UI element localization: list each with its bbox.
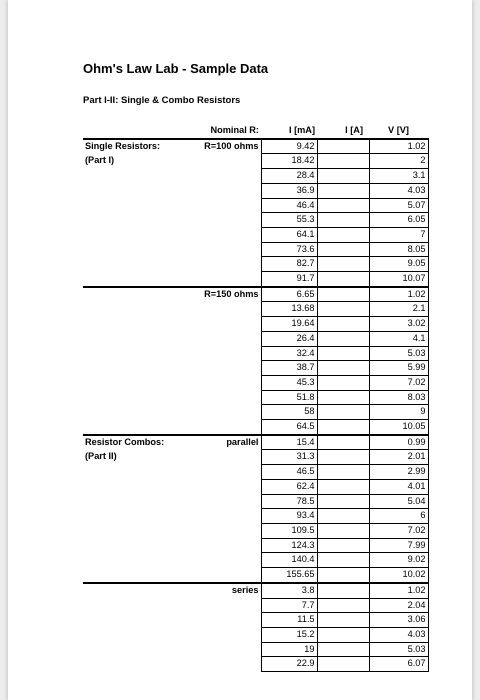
voltage-cell: 4.03	[369, 183, 428, 198]
current-a-cell	[317, 553, 369, 568]
nominal-cell	[181, 494, 261, 509]
current-a-cell	[317, 227, 369, 242]
current-ma-cell: 73.6	[261, 242, 317, 257]
current-ma-cell: 155.65	[261, 568, 317, 583]
current-ma-cell: 109.5	[261, 523, 317, 538]
table-row	[83, 317, 428, 332]
nominal-cell	[181, 538, 261, 553]
voltage-cell: 8.03	[369, 390, 428, 405]
data-table-body	[83, 124, 428, 672]
nominal-cell	[181, 598, 261, 613]
nominal-cell	[181, 479, 261, 494]
table-row	[83, 154, 428, 169]
voltage-cell: 5.04	[369, 494, 428, 509]
label-cell	[83, 390, 181, 405]
current-ma-cell: 124.3	[261, 538, 317, 553]
table-row	[83, 627, 428, 642]
current-a-cell	[317, 465, 369, 480]
current-ma-cell: 58	[261, 405, 317, 420]
nominal-cell	[181, 642, 261, 657]
table-row	[83, 198, 428, 213]
current-a-cell	[317, 346, 369, 361]
voltage-cell: 3.06	[369, 613, 428, 628]
nominal-cell	[181, 553, 261, 568]
current-ma-cell: 15.4	[261, 435, 317, 450]
nominal-cell	[181, 405, 261, 420]
label-cell	[83, 568, 181, 583]
nominal-resistance: parallel	[181, 435, 261, 450]
voltage-cell: 10.02	[369, 568, 428, 583]
nominal-cell	[181, 346, 261, 361]
nominal-cell	[181, 227, 261, 242]
current-ma-cell: 64.5	[261, 420, 317, 435]
table-row	[83, 613, 428, 628]
table-row	[83, 287, 428, 302]
data-table	[83, 124, 429, 672]
label-cell	[83, 242, 181, 257]
nominal-cell	[181, 420, 261, 435]
nominal-cell	[181, 198, 261, 213]
current-ma-cell: 82.7	[261, 257, 317, 272]
table-row	[83, 538, 428, 553]
table-row	[83, 657, 428, 672]
label-cell	[83, 361, 181, 376]
nominal-cell	[181, 169, 261, 184]
label-cell	[83, 657, 181, 672]
current-ma-cell: 64.1	[261, 227, 317, 242]
voltage-cell: 1.02	[369, 287, 428, 302]
voltage-cell: 5.07	[369, 198, 428, 213]
table-row	[83, 257, 428, 272]
nominal-cell	[181, 509, 261, 524]
label-cell	[83, 420, 181, 435]
label-cell	[83, 583, 181, 598]
table-row	[83, 523, 428, 538]
nominal-cell	[181, 375, 261, 390]
section-label: Single Resistors:	[83, 139, 181, 154]
voltage-cell: 4.03	[369, 627, 428, 642]
current-ma-cell: 46.4	[261, 198, 317, 213]
current-ma-cell: 13.68	[261, 302, 317, 317]
current-ma-cell: 45.3	[261, 375, 317, 390]
nominal-cell	[181, 568, 261, 583]
current-a-cell	[317, 523, 369, 538]
current-ma-cell: 7.7	[261, 598, 317, 613]
nominal-cell	[181, 657, 261, 672]
current-a-cell	[317, 169, 369, 184]
label-cell	[83, 642, 181, 657]
label-cell	[83, 287, 181, 302]
nominal-cell	[181, 154, 261, 169]
current-a-cell	[317, 405, 369, 420]
current-ma-cell: 15.2	[261, 627, 317, 642]
nominal-cell	[181, 213, 261, 228]
nominal-cell	[181, 450, 261, 465]
current-a-cell	[317, 390, 369, 405]
label-cell	[83, 272, 181, 287]
current-a-cell	[317, 435, 369, 450]
table-row	[83, 405, 428, 420]
current-a-cell	[317, 450, 369, 465]
nominal-resistance: R=150 ohms	[181, 287, 261, 302]
current-ma-cell: 32.4	[261, 346, 317, 361]
current-a-cell	[317, 331, 369, 346]
voltage-cell: 4.01	[369, 479, 428, 494]
nominal-cell	[181, 523, 261, 538]
nominal-cell	[181, 361, 261, 376]
table-row	[83, 390, 428, 405]
voltage-cell: 9.05	[369, 257, 428, 272]
nominal-resistance: R=100 ohms	[181, 139, 261, 154]
current-a-cell	[317, 494, 369, 509]
label-cell	[83, 257, 181, 272]
label-cell	[83, 598, 181, 613]
voltage-cell: 3.1	[369, 169, 428, 184]
nominal-cell	[181, 627, 261, 642]
voltage-cell: 2.01	[369, 450, 428, 465]
voltage-cell: 9	[369, 405, 428, 420]
table-row	[83, 494, 428, 509]
voltage-cell: 5.03	[369, 346, 428, 361]
page-title: Ohm's Law Lab - Sample Data	[83, 61, 269, 76]
voltage-cell: 2.1	[369, 302, 428, 317]
voltage-cell: 5.99	[369, 361, 428, 376]
table-row	[83, 598, 428, 613]
current-a-cell	[317, 213, 369, 228]
current-a-cell	[317, 198, 369, 213]
label-cell	[83, 169, 181, 184]
voltage-cell: 3.02	[369, 317, 428, 332]
current-ma-cell: 55.3	[261, 213, 317, 228]
label-cell	[83, 183, 181, 198]
current-ma-cell: 78.5	[261, 494, 317, 509]
label-cell	[83, 509, 181, 524]
voltage-cell: 4.1	[369, 331, 428, 346]
data-sheet	[83, 124, 429, 672]
voltage-cell: 2.04	[369, 598, 428, 613]
table-row	[83, 242, 428, 257]
voltage-cell: 1.02	[369, 139, 428, 154]
current-a-cell	[317, 302, 369, 317]
label-cell	[83, 302, 181, 317]
voltage-cell: 5.03	[369, 642, 428, 657]
label-cell	[83, 317, 181, 332]
current-a-cell	[317, 613, 369, 628]
voltage-cell: 6	[369, 509, 428, 524]
current-a-cell	[317, 154, 369, 169]
current-ma-cell: 26.4	[261, 331, 317, 346]
voltage-cell: 1.02	[369, 583, 428, 598]
header-voltage: V [V]	[388, 125, 409, 135]
current-ma-cell: 11.5	[261, 613, 317, 628]
header-row	[83, 124, 428, 139]
current-ma-cell: 19.64	[261, 317, 317, 332]
nominal-cell	[181, 390, 261, 405]
current-ma-cell: 9.42	[261, 139, 317, 154]
current-a-cell	[317, 361, 369, 376]
label-cell	[83, 494, 181, 509]
voltage-cell: 7	[369, 227, 428, 242]
current-a-cell	[317, 139, 369, 154]
label-cell	[83, 375, 181, 390]
table-row	[83, 583, 428, 598]
current-ma-cell: 38.7	[261, 361, 317, 376]
voltage-cell: 7.02	[369, 375, 428, 390]
current-ma-cell: 18.42	[261, 154, 317, 169]
header-blank	[83, 124, 181, 139]
section-part: (Part I)	[85, 155, 115, 166]
current-a-cell	[317, 242, 369, 257]
nominal-cell	[181, 613, 261, 628]
current-ma-cell: 6.65	[261, 287, 317, 302]
table-row	[83, 169, 428, 184]
table-row	[83, 361, 428, 376]
nominal-cell	[181, 317, 261, 332]
current-ma-cell: 62.4	[261, 479, 317, 494]
table-row	[83, 465, 428, 480]
label-cell	[83, 213, 181, 228]
table-row	[83, 183, 428, 198]
section-subtitle: Part I-II: Single & Combo Resistors	[83, 95, 241, 106]
current-a-cell	[317, 420, 369, 435]
current-a-cell	[317, 568, 369, 583]
current-a-cell	[317, 287, 369, 302]
label-cell	[83, 331, 181, 346]
current-ma-cell: 46.5	[261, 465, 317, 480]
header-current-ma: I [mA]	[288, 125, 315, 135]
nominal-cell	[181, 183, 261, 198]
voltage-cell: 0.99	[369, 435, 428, 450]
current-ma-cell: 31.3	[261, 450, 317, 465]
voltage-cell: 10.07	[369, 272, 428, 287]
nominal-cell	[181, 242, 261, 257]
table-row	[83, 642, 428, 657]
current-ma-cell: 51.8	[261, 390, 317, 405]
voltage-cell: 2.99	[369, 465, 428, 480]
label-cell	[83, 627, 181, 642]
current-a-cell	[317, 657, 369, 672]
label-cell	[83, 465, 181, 480]
section-label: Resistor Combos:	[83, 435, 181, 450]
current-ma-cell: 3.8	[261, 583, 317, 598]
label-cell	[83, 198, 181, 213]
label-cell	[83, 405, 181, 420]
current-a-cell	[317, 257, 369, 272]
table-row	[83, 139, 428, 154]
nominal-cell	[181, 331, 261, 346]
table-row	[83, 509, 428, 524]
voltage-cell: 8.05	[369, 242, 428, 257]
current-a-cell	[317, 538, 369, 553]
current-a-cell	[317, 272, 369, 287]
label-cell	[83, 523, 181, 538]
current-a-cell	[317, 317, 369, 332]
nominal-cell	[181, 302, 261, 317]
current-a-cell	[317, 509, 369, 524]
table-row	[83, 420, 428, 435]
current-ma-cell: 28.4	[261, 169, 317, 184]
table-row	[83, 375, 428, 390]
table-row	[83, 331, 428, 346]
label-cell	[83, 538, 181, 553]
nominal-cell	[181, 465, 261, 480]
current-a-cell	[317, 183, 369, 198]
current-ma-cell: 22.9	[261, 657, 317, 672]
voltage-cell: 2	[369, 154, 428, 169]
voltage-cell: 6.07	[369, 657, 428, 672]
header-current-a: I [A]	[345, 125, 363, 135]
label-cell	[83, 346, 181, 361]
nominal-cell	[181, 257, 261, 272]
table-row	[83, 227, 428, 242]
voltage-cell: 7.99	[369, 538, 428, 553]
current-a-cell	[317, 479, 369, 494]
table-row	[83, 435, 428, 450]
current-a-cell	[317, 627, 369, 642]
voltage-cell: 9.02	[369, 553, 428, 568]
current-ma-cell: 19	[261, 642, 317, 657]
label-cell	[83, 553, 181, 568]
voltage-cell: 6.05	[369, 213, 428, 228]
label-cell	[83, 479, 181, 494]
current-a-cell	[317, 598, 369, 613]
current-ma-cell: 93.4	[261, 509, 317, 524]
table-row	[83, 568, 428, 583]
table-row	[83, 346, 428, 361]
header-nominal: Nominal R:	[210, 125, 259, 135]
current-ma-cell: 140.4	[261, 553, 317, 568]
table-row	[83, 479, 428, 494]
table-row	[83, 553, 428, 568]
table-row	[83, 213, 428, 228]
current-ma-cell: 91.7	[261, 272, 317, 287]
label-cell	[83, 227, 181, 242]
table-row	[83, 272, 428, 287]
voltage-cell: 7.02	[369, 523, 428, 538]
document-page	[8, 0, 472, 700]
section-part: (Part II)	[85, 451, 117, 462]
table-row	[83, 450, 428, 465]
voltage-cell: 10.05	[369, 420, 428, 435]
current-ma-cell: 36.9	[261, 183, 317, 198]
nominal-cell	[181, 272, 261, 287]
label-cell	[83, 613, 181, 628]
table-row	[83, 302, 428, 317]
current-a-cell	[317, 583, 369, 598]
current-a-cell	[317, 642, 369, 657]
current-a-cell	[317, 375, 369, 390]
nominal-resistance: series	[181, 583, 261, 598]
